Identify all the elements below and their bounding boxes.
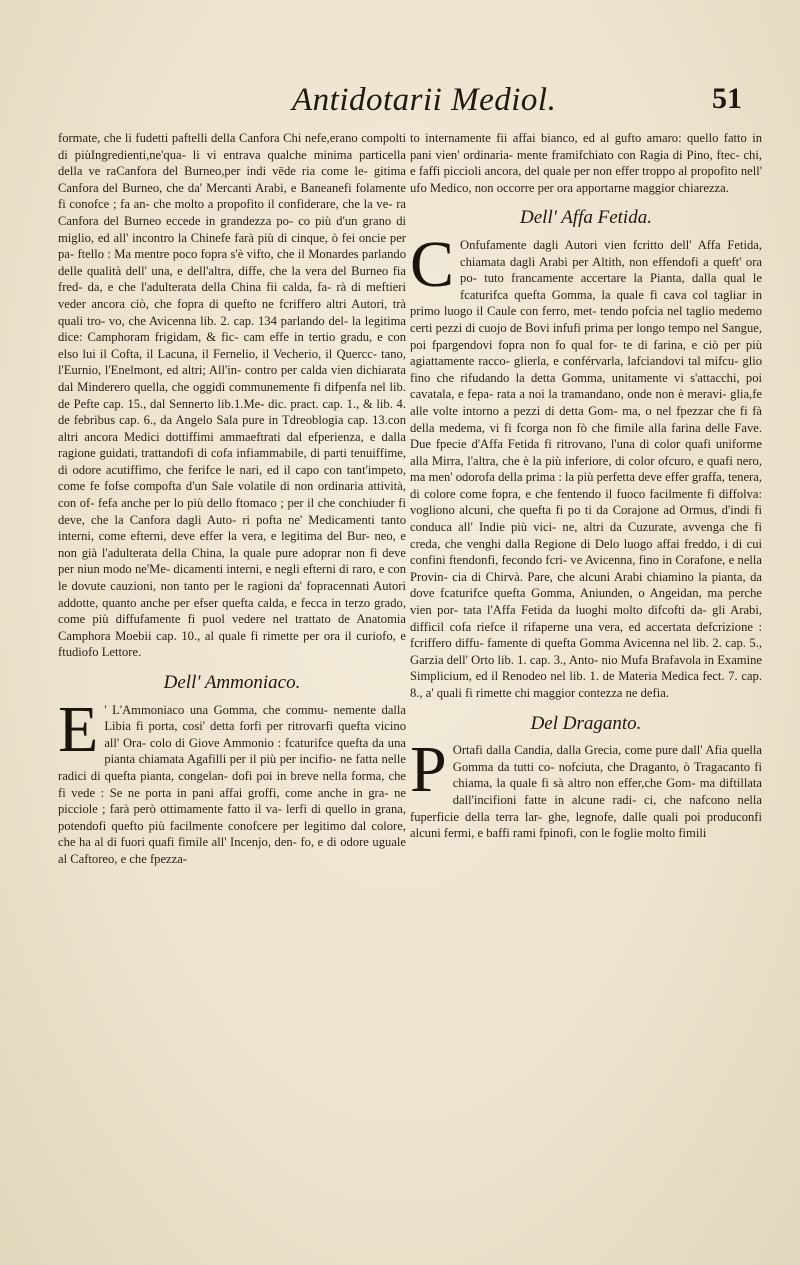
drop-cap-c: C — [410, 227, 455, 301]
section-title-ammoniaco: Dell' Ammoniaco. — [163, 672, 301, 693]
right-paragraph-3 — [410, 733, 762, 842]
right-paragraph-3-text: Ortafi dalla Candia, dalla Grecia, come pure dall' Afia quella Gomma da tutti co- nofciuta, che Draganto, ò Tragacanto fi chiama, la quale fi sà altro non effer,che Gom- ma diftillata dall'incifioni fatte in alcune radi- ci, che nafcono nella fuperficie della terra lar- ghe, legnofe, dalle quali poi produconfi alcuni fermi, e baffi rami fpinofi, con le foglie molto fimili — [410, 743, 762, 841]
left-paragraph-2 — [58, 692, 406, 868]
section-title-draganto: Del Draganto. — [530, 712, 642, 734]
left-paragraph-1: formate, che li fudetti paftelli della Canfora Chi nefe,erano compolti di piùIngredienti,ne'qua- li vi entrava qualche minima particella della ve raCanfora del Burneo,per indi vēde ria come le- gitima Canfora del Burneo, che da' Mercanti Arabi, e Baneanefi folamente fi conofce ; fa an- che molto a propofito il confiderare, che la ve- ra Canfora del Burneo eccede in grandezza po- co più d'un grano di miglio, ed all' incontro la Chinefe farà più di cinque, ò fei oncie per pa- ftello : Ma mentre poco fopra s'è vifto, che il Monardes parlando delle qualità dell' una, e dell'altra, diffe, che la vera del Burneo fia fred- da, e che l'adulterata della China fii calda, fa- rà di meftieri veder ancora ciò, che fopra di quefto ne fcriffero altri Autori, trà quali tro- vo, che Avicenna lib. 2. cap. 134 parlando del- la legitima dice: Camphoram frigidam, & fic- cam effe in tertio gradu, e con elso lui il Cofta, il Lacuna, il Fernelio, il Vecherio, il Quercc- tano, l'Eurnio, l'Enelmont, ed altri; All'in- contro per calda vien dichiarata dal Minderero quella, che oggidì communemente fi difpenfa nel lib. de Pefte cap. 15., dal Sennerto lib.1.Me- dic. pract. cap. 1., & lib. 4. de febribus cap. 6., da Angelo Sala pure in Tdreoblogia cap. 13.con altri ancora Medici dottiffimi ammaeftrati dal efperienza, e dalla ragione guidati, trattandofi di cofa infiammabile, di parti tenuiffime, di odore acutiffimo, che ferifce le nari, ed il capo con tant'impeto, come fe fofse compofta d'un Sale volatile di non ordinaria attività, con of- fefa anche per lo più dello ftomaco ; per il che conchiuder fi deve, che la Canfora dagli Auto- ri pofta ne' Medicamenti tanto interni, come efterni, deve effer la vera, e legitima del Bur- neo, e non già l'adulterata della China, la quale pure adoprar non fi deve per niun modo ne'Me- dicamenti interni, e negli efterni di raro, e con le dovute cauzioni, non tanto per le ragioni da' fopracennati Autori addotte, quanto anche per efser quefta calda, e fecca in terzo grado, come più diffufamente fi puol vedere nel trattato de Anatomia Camphora Moebii cap. 10., al quale fi rimette per ora il curiofo, e ftudiofo Lettore. — [58, 131, 406, 660]
right-paragraph-1: to internamente fii affai bianco, ed al gufto amaro: quello fatto in pani vien' ordinaria- mente framifchiato con Ragia di Pino, ftec- chi, e faffi piccioli ancora, del quale per non effer troppo al propofito nell' ufo Medico, non occorre per ora apportarne maggior chiarezza. — [410, 131, 762, 195]
right-column — [410, 130, 762, 842]
left-paragraph-2-text: ' L'Ammoniaco una Gomma, che commu- nemente dalla Libia fi porta, cosi' detta forfi per ritrovarfi quefta vicino all' Ora- colo di Giove Ammonio : fcaturifce quefta da una pianta chiamata Agafilli per il più per incifio- ne fatta nelle radici di quefta pianta, congelan- dofi poi in breve nella forma, che fi vede : Se ne porta in pani affai groffi, come anche in gra- ne picciole ; farà però ottimamente fatto il va- lerfi di quello in grana, potendofi quefto più facilmente conofcere per legitimo dal colore, che ha al di fuori quafi fimile all' Incenjo, den- fo, e di odore uguale al Caftoreo, e che fpezza- — [58, 702, 406, 866]
drop-cap-p: P — [410, 733, 447, 807]
right-paragraph-2 — [410, 227, 762, 702]
running-title: Antidotarii Mediol. — [292, 82, 557, 118]
left-column — [58, 130, 406, 868]
right-paragraph-2-text: Onfufamente dagli Autori vien fcritto dell' Affa Fetida, chiamata dagli Arabi per Altith, non effendofi a queft' ora po- tuto francamente accertare la Pianta, dalla qual le fcaturifca quefta Gomma, la quale fi cava col tagliar in primo luogo il Caule con ferro, met- tendo pofcia nel taglio medemo certi pezzi di cuojo de Bovi infufi prima per longo tempo nel Sangue, poi fpargendovi fopra non fo qual for- te di farina, e ciò per più agiattamente racco- glierla, e conférvarla, lafciandovi tal mifcu- glio fino che rifudando la detta Gomma, unitamente vi s'attacchi, poi cavatala, e fepa- rata a noi la tramandano, onde non è meravi- glia,fe alle volte intorno a pezzi di detta Gom- ma, o nel fpezzar che fi fà della medema, vi fi fcorga non fò che fimile alla farina delle Fave. Due fpecie d'Affa Fetida fi ritrovano, l'una di color quafi uniforme alla Mirra, l'altra, che è la più inferiore, di color ofcuro, e quafi nero, ma men' odorofa della prima : la più perfetta deve effer graffa, tenera, di colore come fopra, e che fentendo il fuoco facilmente fi diffolva: vogliono alcuni, che quefta fi po ti da Corajone ad Ormus, d'indi fi conduca all' Indie più vici- ne, altri da Cuzurate, avvenga che fi creda, che venghi dalla Regione di Delo luogo affai freddo, i di cui confini ftendonfi, fecondo fcri- ve Avicenna, fino in Corafone, e nella Provin- cia di Chirvà. Pare, che alcuni Arabi chiamino la pianta, da dove fcaturifce quefta Gomma, Aniunden, o Angeidan, ma perche vien por- tata l'Affa Fetida da luoghi molto difcofti da- gli Arabi, difficil cofa riefce il rifaperne una vera, ed accertata defcrizione : fcriffero diffu- famente di quefta Gomma Avicenna nel lib. 2. cap. 5., Garzia dell' Orto lib. 1. cap. 3., Anto- nio Mufa Brafavola in Examine Simplicium, ed il Renodeo nel lib. 1. de Materia Medica fect. 7. cap. 8., a' quali fi rimette chi maggior contezza ne defia. — [410, 237, 762, 700]
page-header — [0, 82, 800, 130]
page-number: 51 — [712, 82, 742, 115]
section-title-affa-fetida: Dell' Affa Fetida. — [520, 207, 652, 229]
drop-cap-e: E — [58, 692, 99, 766]
